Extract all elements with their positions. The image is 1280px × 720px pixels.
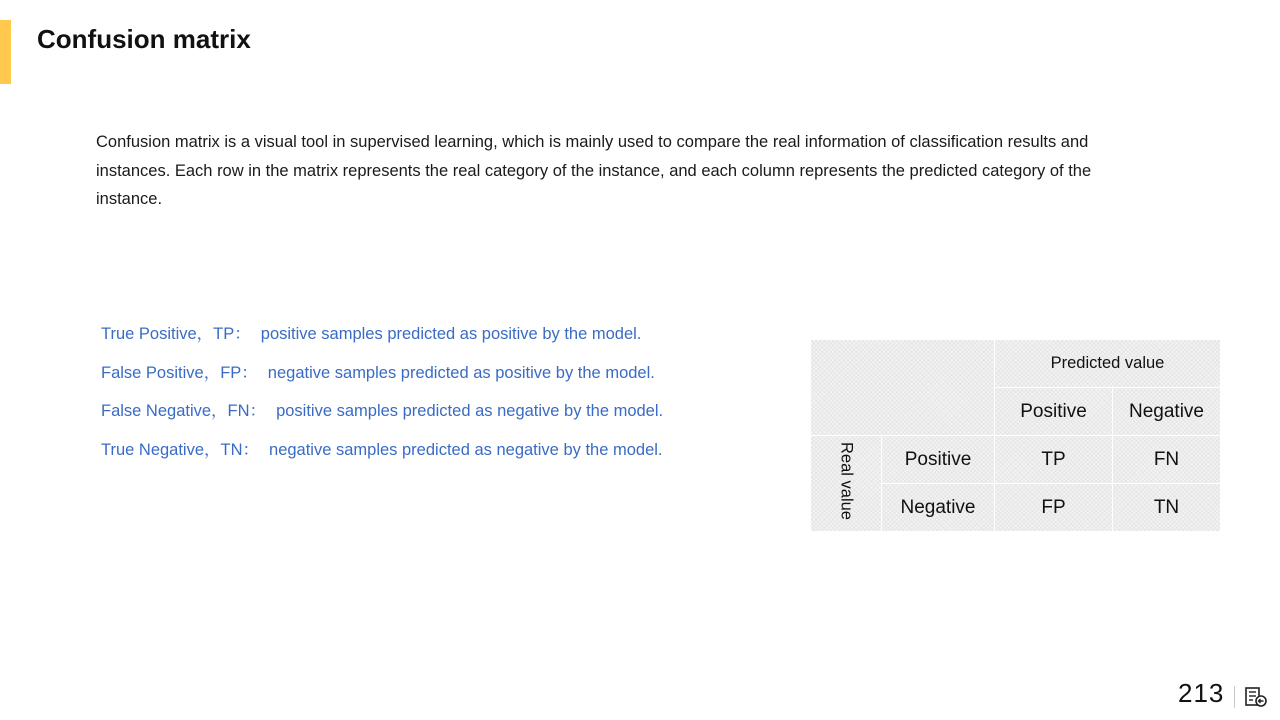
predicted-value-header: Predicted value — [995, 340, 1221, 388]
definition-term: True Negative，TN： — [101, 440, 260, 459]
matrix-header-row — [811, 340, 1221, 388]
document-back-icon[interactable] — [1244, 686, 1268, 708]
row-label-positive: Positive — [882, 436, 995, 484]
definitions-list — [101, 320, 663, 474]
definition-desc: positive samples predicted as positive by the model. — [260, 325, 642, 343]
page-number: 213 — [1178, 678, 1225, 708]
definition-item-tp — [101, 320, 663, 359]
matrix-cell-tn: TN — [1113, 484, 1221, 532]
real-value-header: Real value — [837, 441, 856, 520]
matrix-row-positive — [811, 436, 1221, 484]
definition-item-fp — [101, 359, 663, 398]
matrix-cell-fp: FP — [995, 484, 1113, 532]
definition-term: True Positive，TP： — [101, 325, 251, 343]
document-back-icon-graphic — [1244, 686, 1268, 708]
definition-item-tn — [101, 436, 663, 475]
matrix-corner-cell — [811, 340, 995, 436]
definition-item-fn — [101, 397, 663, 436]
real-value-header-cell — [811, 436, 882, 532]
col-label-positive: Positive — [995, 388, 1113, 436]
footer-divider — [1234, 686, 1235, 708]
definition-desc: positive samples predicted as negative by the model. — [276, 402, 664, 420]
matrix-cell-fn: FN — [1113, 436, 1221, 484]
confusion-matrix-table — [810, 339, 1221, 532]
definition-term: False Negative，FN： — [101, 402, 267, 420]
slide-title: Confusion matrix — [37, 24, 251, 54]
definition-desc: negative samples predicted as negative by the model. — [269, 440, 663, 459]
title-accent-bar — [0, 20, 11, 84]
col-label-negative: Negative — [1113, 388, 1221, 436]
definition-term: False Positive，FP： — [101, 363, 258, 382]
intro-paragraph: Confusion matrix is a visual tool in supervised learning, which is mainly used to compare the real information of classification results and instances. Each row in the matrix represents the real category of the instance, and each column represents the predicted category of the instance. — [96, 133, 1092, 208]
matrix-cell-tp: TP — [995, 436, 1113, 484]
row-label-negative: Negative — [882, 484, 995, 532]
definition-desc: negative samples predicted as positive by the model. — [267, 363, 655, 382]
